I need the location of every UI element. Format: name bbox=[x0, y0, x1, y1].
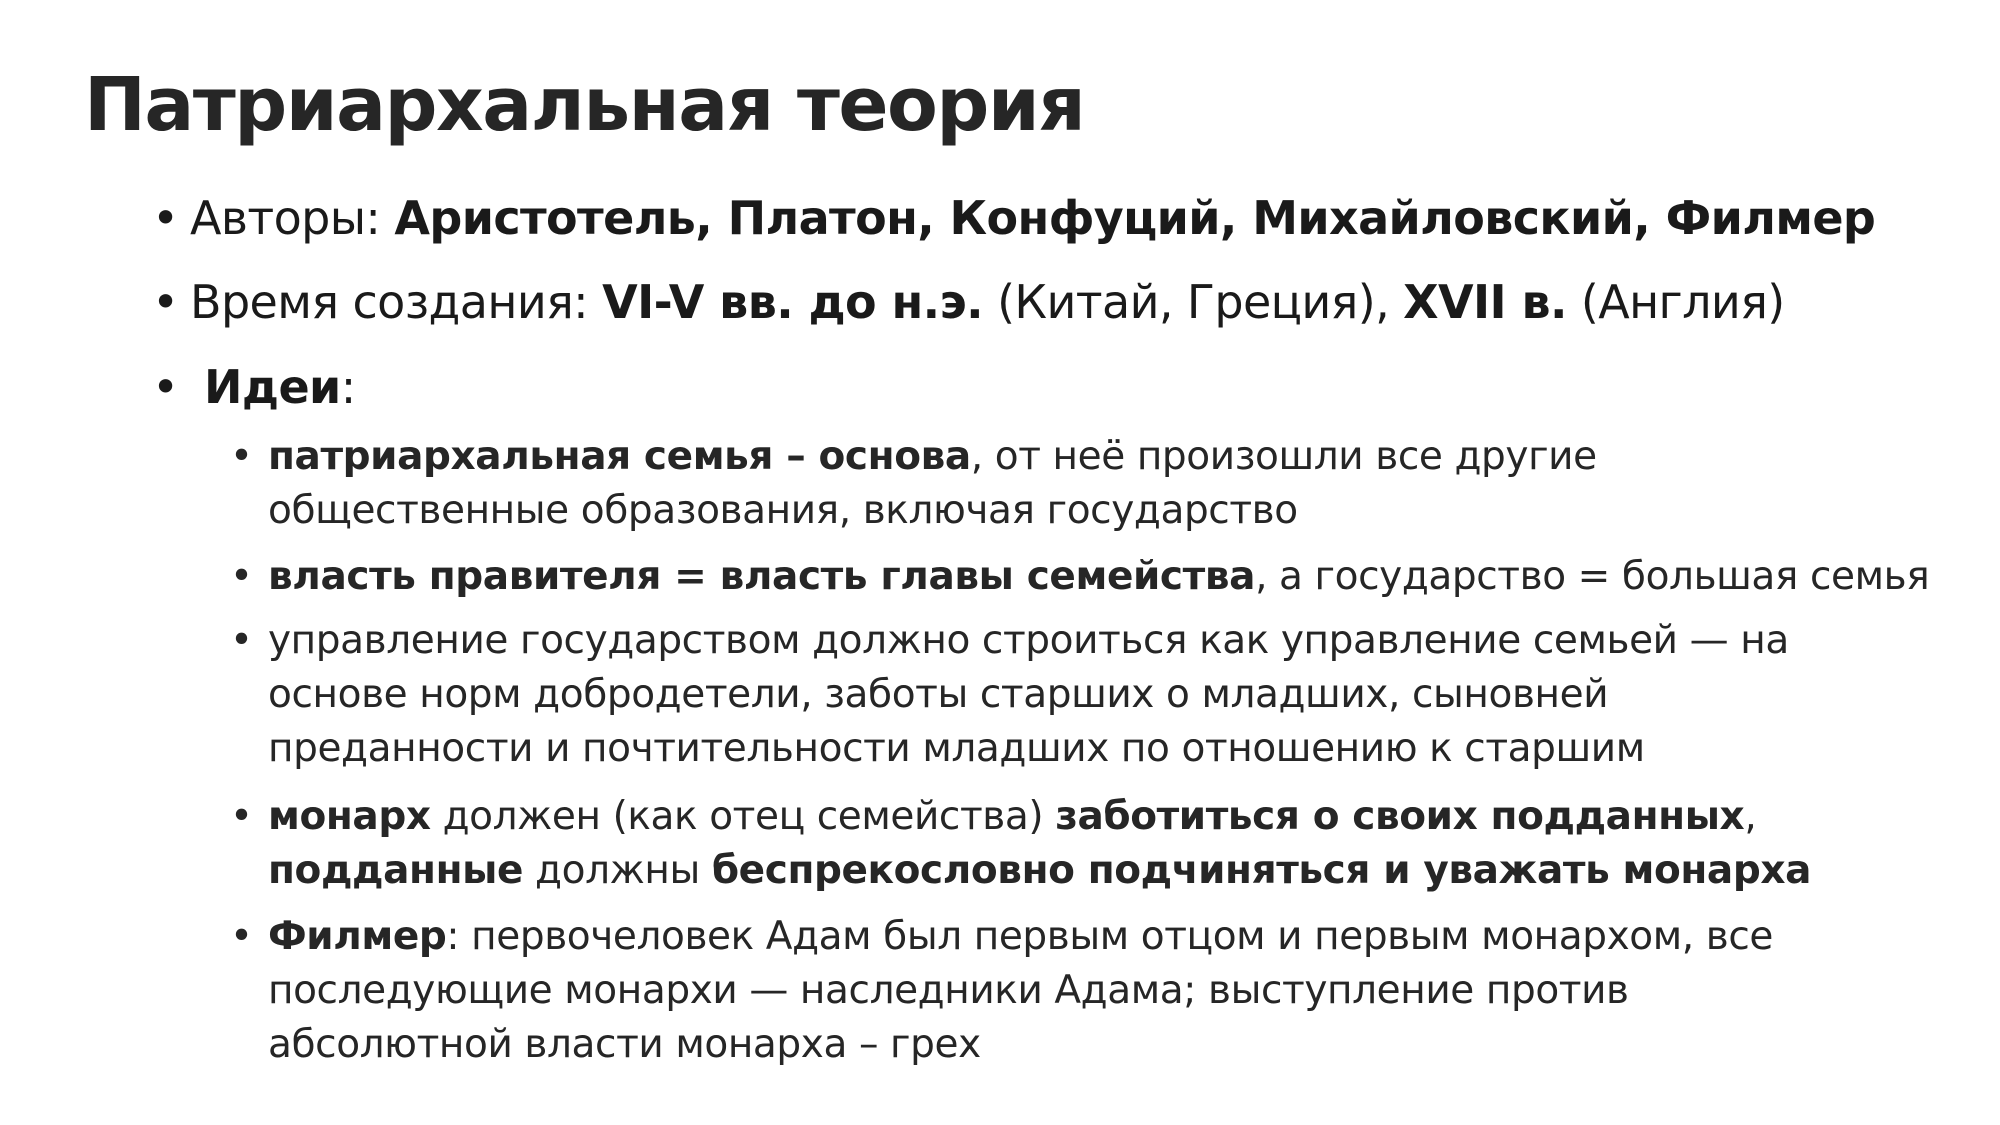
idea-line: общественные образования, включая государство bbox=[268, 488, 1298, 533]
idea-bold: монарх bbox=[268, 794, 431, 839]
ideas-colon: : bbox=[340, 360, 356, 414]
idea-bold: беспрекословно подчиняться и уважать монарха bbox=[711, 848, 1812, 893]
bullet-dot: • bbox=[230, 434, 254, 479]
idea-rest: , bbox=[1744, 794, 1757, 839]
idea-line: преданности и почтительности младших по отношению к старшим bbox=[268, 726, 1645, 771]
authors-names: Аристотель, Платон, Конфуций, Михайловский, Филмер bbox=[394, 191, 1876, 245]
bullet-dot: • bbox=[152, 360, 180, 414]
idea-bold: Филмер bbox=[268, 914, 447, 959]
idea-text bbox=[268, 430, 1597, 538]
idea-text bbox=[268, 910, 1773, 1072]
idea-text bbox=[268, 550, 1929, 604]
idea-line bbox=[268, 844, 1811, 898]
time-place-1: (Китай, Греция), bbox=[983, 275, 1404, 329]
idea-rest: : первочеловек Адам был первым отцом и первым монархом, все bbox=[446, 914, 1773, 959]
idea-line: основе норм добродетели, заботы старших о младших, сыновней bbox=[268, 672, 1609, 717]
bullet-dot: • bbox=[230, 618, 254, 663]
idea-rest: , а государство = большая семья bbox=[1255, 554, 1930, 599]
idea-rest: должны bbox=[523, 848, 712, 893]
bullet-dot: • bbox=[230, 554, 254, 599]
time-place-2: (Англия) bbox=[1566, 275, 1785, 329]
slide-title: Патриархальная теория bbox=[84, 62, 1085, 148]
idea-line: управление государством должно строиться как управление семьей — на bbox=[268, 618, 1789, 663]
idea-bold: заботиться о своих подданных bbox=[1055, 794, 1745, 839]
idea-line bbox=[268, 550, 1929, 604]
bullet-dot: • bbox=[230, 914, 254, 959]
ideas-label: Идеи bbox=[204, 360, 341, 414]
bullet-text bbox=[204, 357, 356, 417]
idea-text bbox=[268, 790, 1811, 898]
idea-line: последующие монархи — наследники Адама; выступление против bbox=[268, 968, 1629, 1013]
idea-text bbox=[268, 614, 1789, 776]
idea-line bbox=[268, 430, 1597, 484]
bullet-dot: • bbox=[152, 191, 180, 245]
idea-bold: власть правителя = власть главы семейства bbox=[268, 554, 1256, 599]
idea-rest: должен (как отец семейства) bbox=[430, 794, 1056, 839]
idea-line: абсолютной власти монарха – грех bbox=[268, 1022, 981, 1067]
bullet-dot: • bbox=[152, 275, 180, 329]
idea-bold: патриархальная семья – основа bbox=[268, 434, 971, 479]
time-period-2: XVII в. bbox=[1403, 275, 1567, 329]
idea-line bbox=[268, 790, 1811, 844]
bullet-dot: • bbox=[230, 794, 254, 839]
time-label: Время создания: bbox=[190, 275, 603, 329]
time-period-1: VI-V вв. до н.э. bbox=[602, 275, 984, 329]
idea-rest: , от неё произошли все другие bbox=[970, 434, 1597, 479]
idea-bold: подданные bbox=[268, 848, 524, 893]
authors-label: Авторы: bbox=[190, 191, 395, 245]
bullet-text bbox=[190, 188, 1875, 248]
bullet-text bbox=[190, 272, 1785, 332]
idea-line bbox=[268, 910, 1773, 964]
